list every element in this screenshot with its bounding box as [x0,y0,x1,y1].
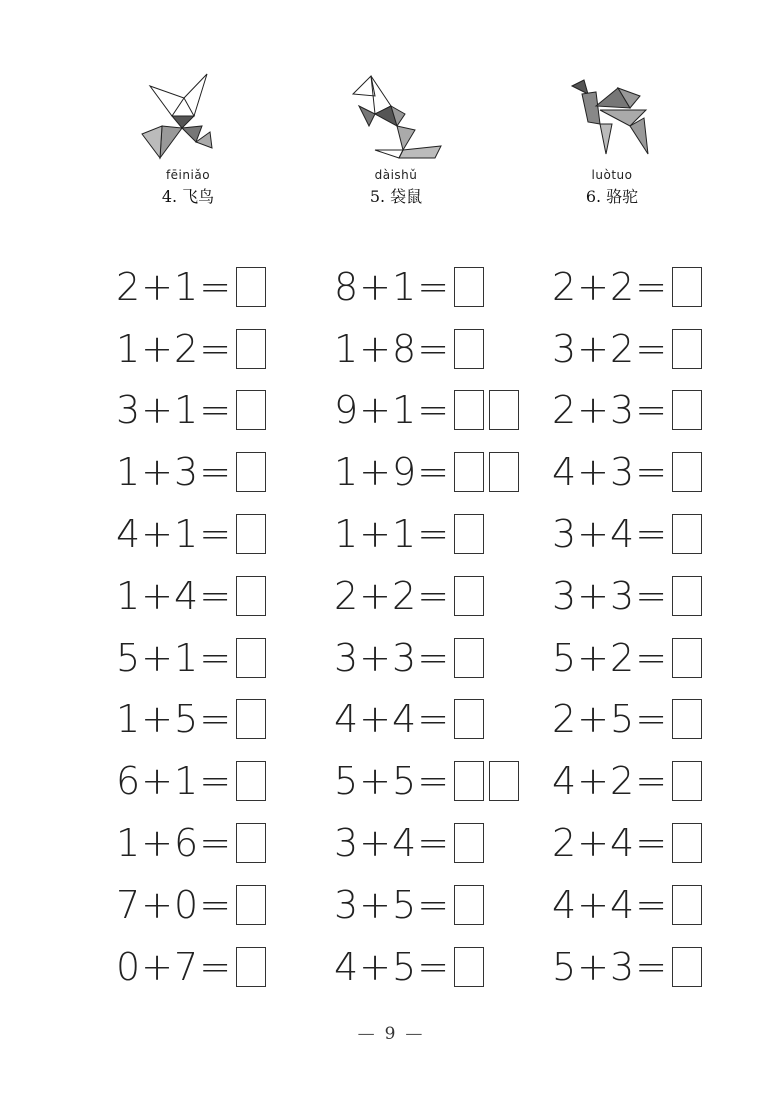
answer-box[interactable] [454,885,484,925]
problem-row [116,318,346,380]
problem-expression: 1+2= [116,326,233,371]
problem-expression: 4+2= [552,759,669,804]
problem-expression: 3+3= [334,635,451,680]
problem-row [552,874,780,936]
answer-box[interactable] [672,947,702,987]
problem-expression: 3+4= [334,821,451,866]
answer-box[interactable] [236,267,266,307]
tangram-label: 5. 袋鼠 [369,187,423,206]
problem-expression: 4+4= [552,882,669,927]
problem-expression: 3+4= [552,512,669,557]
page-number: — 9 — [357,1024,423,1044]
problem-row [552,812,780,874]
answer-box[interactable] [236,885,266,925]
problem-expression: 4+5= [334,944,451,989]
problem-expression: 1+1= [334,512,451,557]
problem-row [334,812,564,874]
problem-expression: 2+5= [552,697,669,742]
answer-box[interactable] [672,267,702,307]
problem-expression: 7+0= [116,882,233,927]
problem-row [116,812,346,874]
problem-row [552,627,780,689]
tangram-caption [542,168,682,207]
problem-row [334,256,564,318]
answer-box[interactable] [672,761,702,801]
tangram-caption [326,168,466,207]
answer-box[interactable] [672,885,702,925]
problem-row [334,750,564,812]
pinyin: dàishǔ [374,168,418,182]
answer-box[interactable] [672,699,702,739]
answer-box[interactable] [672,576,702,616]
problem-row [116,565,346,627]
problem-row [552,256,780,318]
problem-row [552,318,780,380]
problem-expression: 9+1= [334,388,451,433]
answer-box[interactable] [454,452,484,492]
problem-row [552,689,780,751]
problem-column-1 [116,256,346,998]
kangaroo-tangram-icon [345,66,455,166]
answer-box[interactable] [454,576,484,616]
problem-row [116,441,346,503]
problem-expression: 5+1= [116,635,233,680]
problem-expression: 3+3= [552,573,669,618]
answer-box[interactable] [454,638,484,678]
answer-box[interactable] [236,452,266,492]
answer-box[interactable] [672,452,702,492]
problem-row [116,936,346,998]
problem-expression: 1+3= [116,450,233,495]
problem-expression: 5+5= [334,759,451,804]
problem-row [334,689,564,751]
problem-row [116,256,346,318]
answer-box[interactable] [454,947,484,987]
answer-box[interactable] [454,267,484,307]
answer-box[interactable] [236,329,266,369]
problem-row [116,689,346,751]
problem-expression: 1+4= [116,573,233,618]
problem-expression: 2+3= [552,388,669,433]
problem-expression: 5+3= [552,944,669,989]
problem-row [552,936,780,998]
problem-expression: 3+1= [116,388,233,433]
problem-row [116,503,346,565]
camel-tangram-icon [560,66,670,166]
page-number-value: 9 [384,1024,396,1044]
pinyin: luòtuo [591,168,633,182]
problem-expression: 1+5= [116,697,233,742]
answer-box[interactable] [672,390,702,430]
problem-expression: 1+6= [116,821,233,866]
answer-box[interactable] [454,514,484,554]
answer-box[interactable] [236,638,266,678]
problem-expression: 1+9= [334,450,451,495]
problem-row [334,441,564,503]
answer-box[interactable] [236,947,266,987]
answer-box[interactable] [236,576,266,616]
problem-column-2 [334,256,564,998]
problem-expression: 1+8= [334,326,451,371]
pinyin: fēiniǎo [165,168,211,182]
tangram-label: 6. 骆驼 [585,187,639,206]
answer-box[interactable] [489,452,519,492]
problem-expression: 4+4= [334,697,451,742]
problem-row [116,380,346,442]
problem-expression: 5+2= [552,635,669,680]
problem-row [552,565,780,627]
answer-box[interactable] [489,390,519,430]
problem-expression: 8+1= [334,264,451,309]
problem-expression: 6+1= [116,759,233,804]
problem-expression: 4+1= [116,512,233,557]
bird-tangram-icon [132,66,242,166]
answer-box[interactable] [454,761,484,801]
answer-box[interactable] [454,329,484,369]
problem-expression: 0+7= [116,944,233,989]
problem-expression: 3+5= [334,882,451,927]
answer-box[interactable] [489,761,519,801]
problem-expression: 2+1= [116,264,233,309]
problem-row [334,874,564,936]
problem-row [334,503,564,565]
problem-expression: 2+4= [552,821,669,866]
problem-expression: 2+2= [334,573,451,618]
problem-column-3 [552,256,780,998]
answer-box[interactable] [454,390,484,430]
problem-row [334,565,564,627]
answer-box[interactable] [454,823,484,863]
answer-box[interactable] [236,761,266,801]
problem-row [334,936,564,998]
problem-row [552,380,780,442]
answer-box[interactable] [672,638,702,678]
problem-row [334,627,564,689]
problem-row [334,380,564,442]
problem-row [334,318,564,380]
problem-row [552,503,780,565]
problem-expression: 3+2= [552,326,669,371]
problem-row [116,874,346,936]
problem-row [552,441,780,503]
answer-box[interactable] [454,699,484,739]
answer-box[interactable] [236,823,266,863]
answer-box[interactable] [236,514,266,554]
answer-box[interactable] [236,390,266,430]
answer-box[interactable] [672,329,702,369]
answer-box[interactable] [672,823,702,863]
tangram-label: 4. 飞鸟 [161,187,215,206]
problem-row [552,750,780,812]
problem-expression: 2+2= [552,264,669,309]
answer-box[interactable] [236,699,266,739]
problem-expression: 4+3= [552,450,669,495]
answer-box[interactable] [672,514,702,554]
problem-row [116,750,346,812]
problem-row [116,627,346,689]
tangram-caption [118,168,258,207]
